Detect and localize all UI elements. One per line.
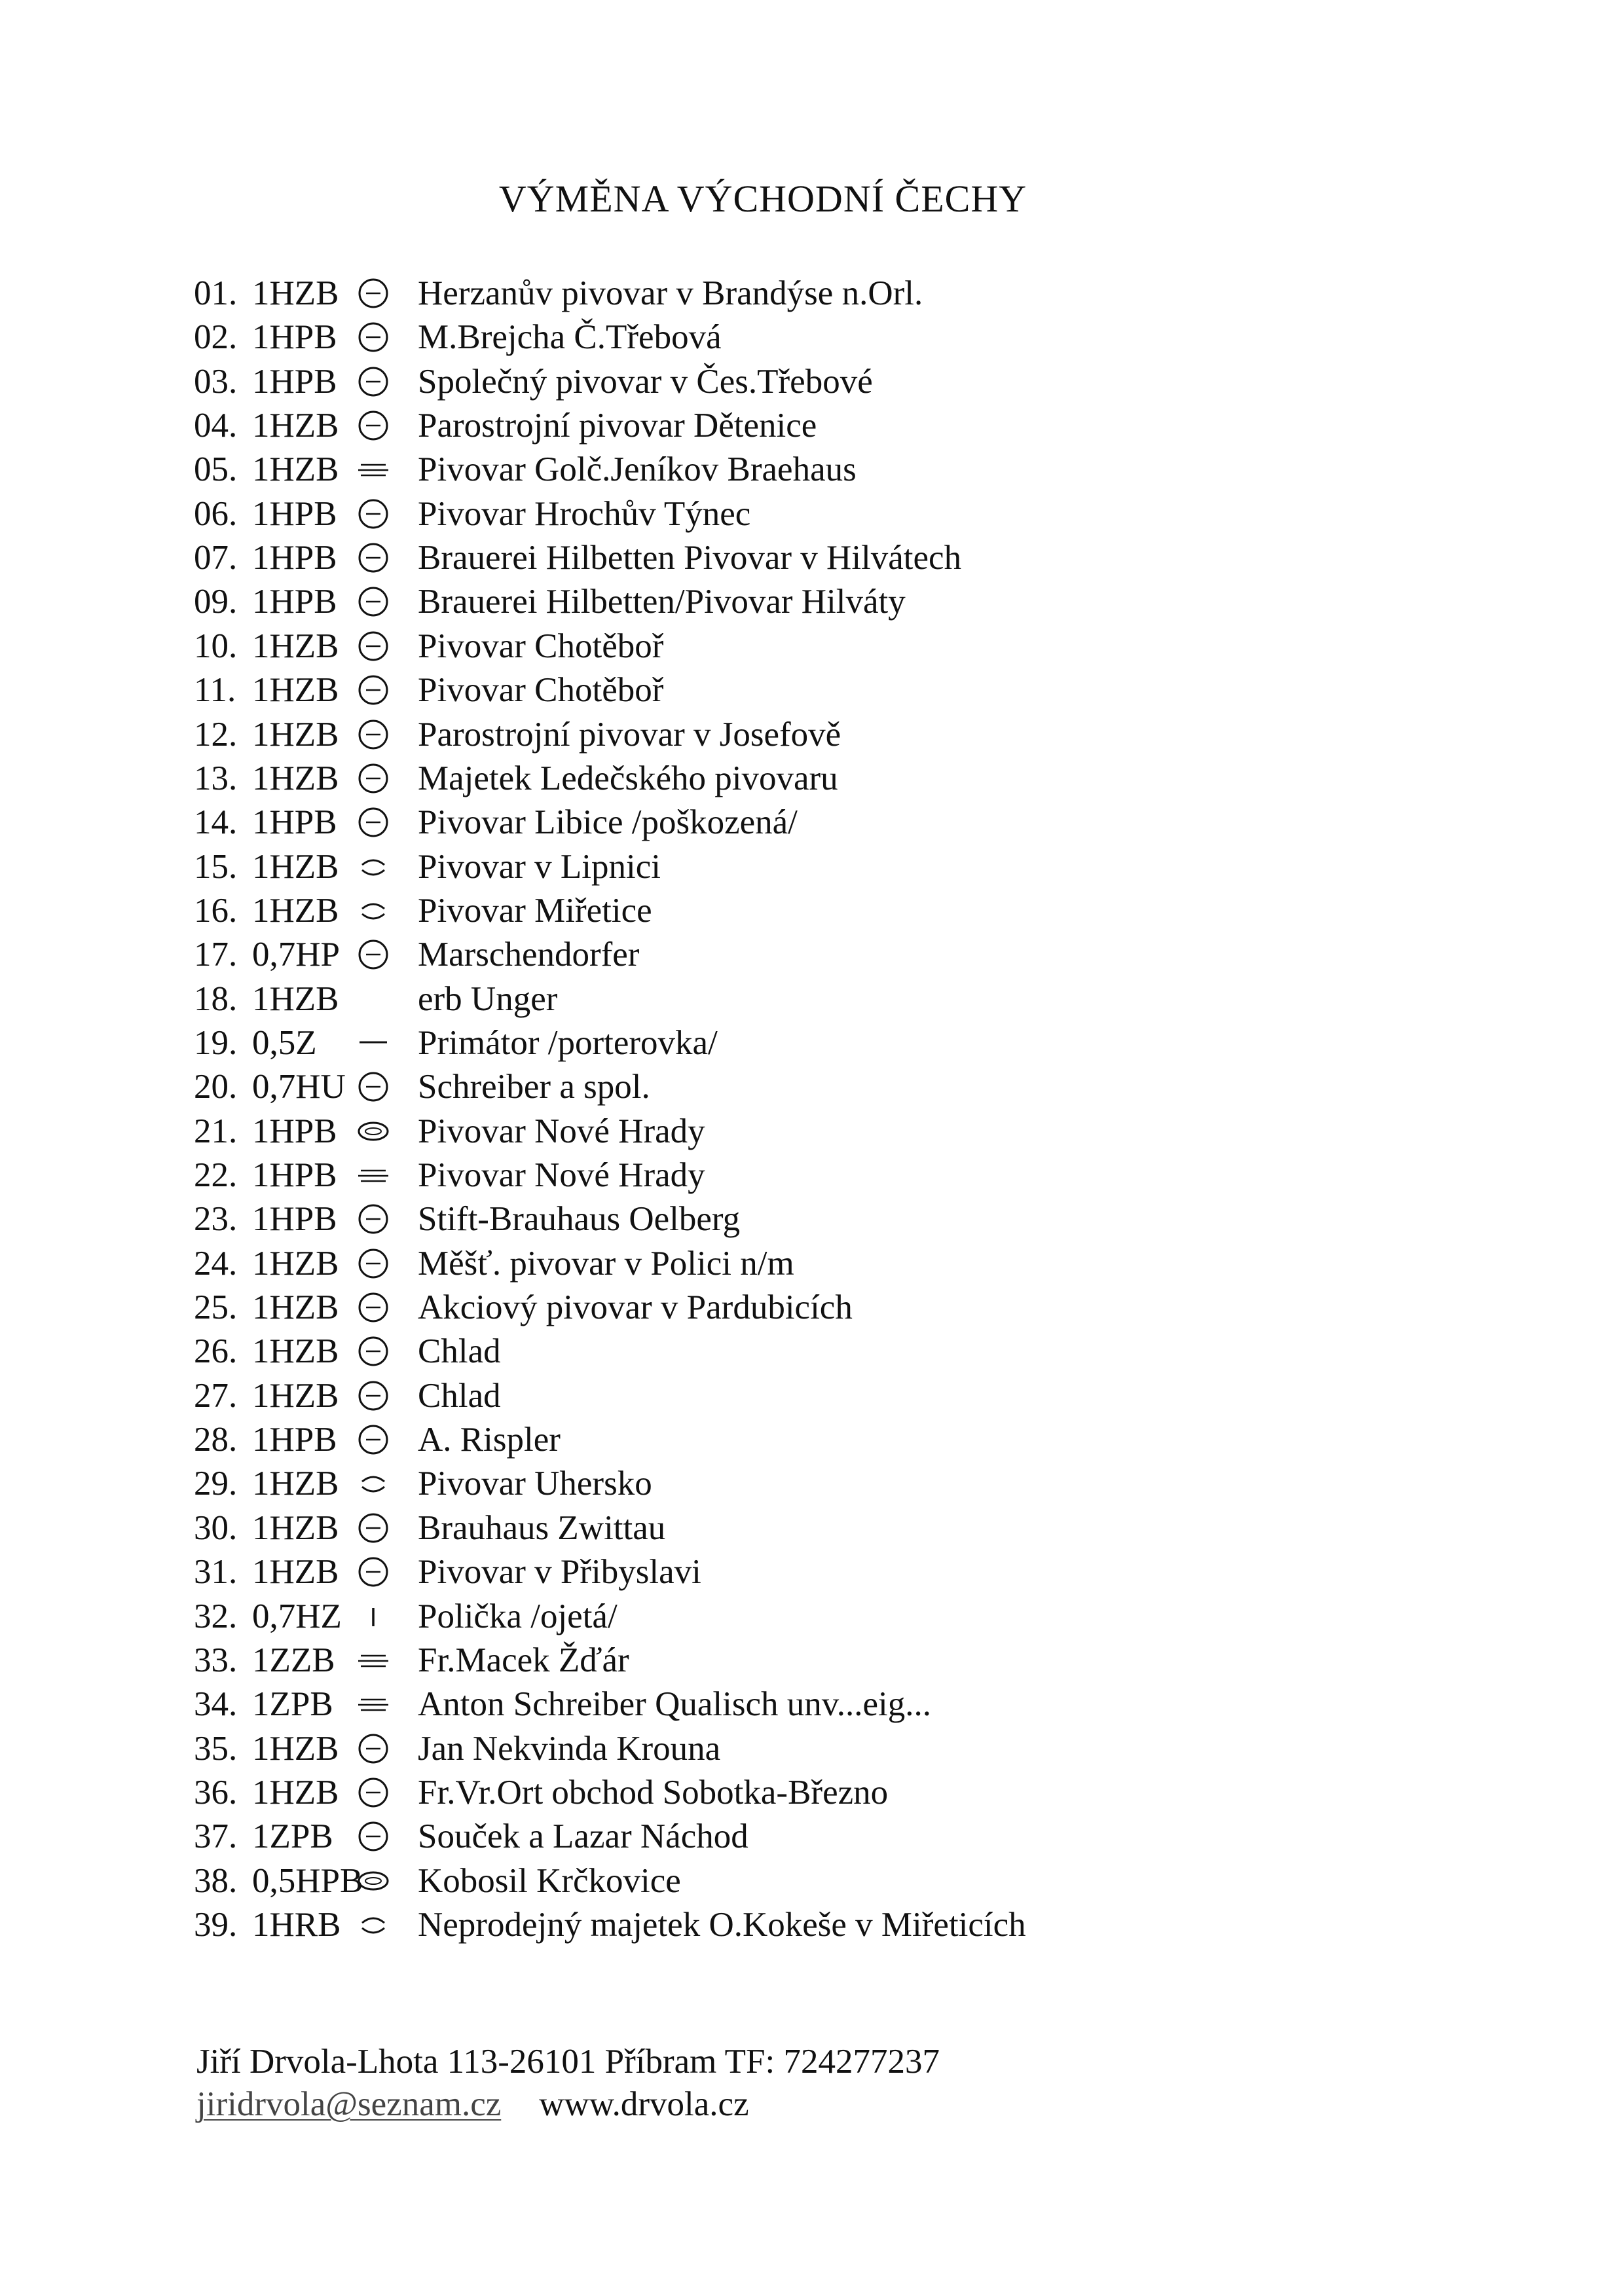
item-number: 05. [194,450,238,489]
item-number: 14. [194,803,238,842]
item-number: 36. [194,1773,238,1812]
item-number: 09. [194,583,238,621]
item-number: 31. [194,1553,238,1592]
item-code: 1HPB [252,1112,337,1150]
item-name: A. Rispler [418,1421,561,1459]
item-code: 0,7HU [252,1068,346,1106]
item-number: 27. [194,1376,238,1415]
item-name: erb Unger [418,979,558,1018]
circle-icon [357,674,390,706]
item-name: Brauerei Hilbetten Pivovar v Hilvátech [418,539,962,577]
item-code: 1HZB [252,847,339,886]
item-code: 1HZB [252,1773,339,1812]
item-code: 1HPB [252,1156,337,1194]
lines-icon [357,1688,390,1721]
item-number: 30. [194,1508,238,1547]
circle-icon [357,321,390,354]
circle-icon [357,1247,390,1280]
item-number: 13. [194,759,238,797]
circle-icon [357,1776,390,1809]
item-number: 10. [194,627,238,665]
item-number: 34. [194,1685,238,1724]
circle-icon [357,806,390,839]
oval-icon [357,1115,390,1148]
item-number: 06. [194,494,238,533]
item-number: 39. [194,1905,238,1944]
circle-icon [357,1291,390,1324]
item-code: 1HZB [252,450,339,489]
arc-icon [357,850,390,883]
item-code: 1HPB [252,494,337,533]
lines-icon [357,453,390,486]
item-code: 1HZB [252,979,339,1018]
item-name: Fr.Vr.Ort obchod Sobotka-Březno [418,1773,889,1812]
circle-icon [357,630,390,663]
item-code: 1HZB [252,891,339,930]
circle-icon [357,1820,390,1853]
circle-icon [357,718,390,751]
item-number: 38. [194,1861,238,1900]
item-name: Polička /ojetá/ [418,1597,618,1635]
circle-icon [357,1203,390,1235]
item-code: 1HZB [252,1729,339,1768]
circle-icon [357,1732,390,1765]
item-number: 29. [194,1465,238,1503]
item-number: 02. [194,318,238,357]
contact-line: Jiří Drvola-Lhota 113-26101 Příbram TF: 724277237 [196,2043,940,2081]
item-name: Schreiber a spol. [418,1068,650,1106]
item-name: Pivovar Miřetice [418,891,652,930]
arc-icon [357,1467,390,1500]
item-number: 04. [194,407,238,445]
circle-icon [357,585,390,618]
item-name: Pivovar Nové Hrady [418,1156,705,1194]
circle-icon [357,1423,390,1456]
item-name: Kobosil Krčkovice [418,1861,681,1900]
item-number: 19. [194,1023,238,1062]
item-name: Chlad [418,1376,501,1415]
item-name: Pivovar Uhersko [418,1465,652,1503]
item-number: 01. [194,274,238,312]
item-code: 1HZB [252,1553,339,1592]
item-number: 24. [194,1244,238,1283]
item-name: Fr.Macek Žďár [418,1641,629,1679]
item-name: Akciový pivovar v Pardubicích [418,1288,853,1327]
item-code: 1HPB [252,539,337,577]
item-code: 1HZB [252,1332,339,1371]
circle-icon [357,1556,390,1588]
item-number: 07. [194,539,238,577]
website-link[interactable]: www.drvola.cz [539,2085,749,2123]
page-title: VÝMĚNA VÝCHODNÍ ČECHY [498,177,1027,220]
item-code: 1HPB [252,1200,337,1239]
item-number: 03. [194,362,238,401]
item-code: 1ZPB [252,1817,333,1856]
item-code: 1HZB [252,671,339,710]
item-number: 25. [194,1288,238,1327]
item-code: 1HZB [252,274,339,312]
item-code: 1HPB [252,583,337,621]
email-link[interactable]: jiridrvola@seznam.cz [196,2085,502,2123]
item-number: 33. [194,1641,238,1679]
item-code: 0,7HZ [252,1597,342,1635]
item-code: 1HZB [252,1465,339,1503]
item-code: 1HPB [252,1421,337,1459]
circle-icon [357,938,390,971]
item-number: 12. [194,715,238,754]
item-code: 1HPB [252,318,337,357]
item-name: Pivovar Nové Hrady [418,1112,705,1150]
item-code: 0,5HPB [252,1861,363,1900]
item-number: 21. [194,1112,238,1150]
circle-icon [357,365,390,398]
item-code: 1HRB [252,1905,341,1944]
item-name: Chlad [418,1332,501,1371]
item-number: 35. [194,1729,238,1768]
circle-icon [357,1512,390,1544]
bar-icon [357,1600,390,1633]
item-code: 1HPB [252,362,337,401]
item-name: Jan Nekvinda Krouna [418,1729,721,1768]
circle-icon [357,762,390,795]
item-name: Marschendorfer [418,936,640,974]
item-number: 18. [194,979,238,1018]
item-name: Primátor /porterovka/ [418,1023,718,1062]
item-number: 17. [194,936,238,974]
item-name: Herzanův pivovar v Brandýse n.Orl. [418,274,923,312]
arc-icon [357,1908,390,1941]
item-name: Brauhaus Zwittau [418,1508,666,1547]
item-code: 1HZB [252,759,339,797]
item-code: 1HZB [252,627,339,665]
item-code: 1ZPB [252,1685,333,1724]
item-number: 22. [194,1156,238,1194]
item-name: Brauerei Hilbetten/Pivovar Hilváty [418,583,906,621]
arc-icon [357,894,390,927]
circle-icon [357,541,390,574]
item-name: Společný pivovar v Čes.Třebové [418,362,873,401]
oval-icon [357,1865,390,1897]
item-name: Pivovar Chotěboř [418,671,664,710]
circle-icon [357,1335,390,1368]
item-name: Pivovar Golč.Jeníkov Braehaus [418,450,857,489]
item-name: M.Brejcha Č.Třebová [418,318,722,357]
item-code: 1HZB [252,715,339,754]
lines-icon [357,1159,390,1192]
item-name: Parostrojní pivovar v Josefově [418,715,841,754]
circle-icon [357,1379,390,1412]
item-name: Pivovar Libice /poškozená/ [418,803,798,842]
item-name: Pivovar Chotěboř [418,627,664,665]
circle-icon [357,1070,390,1103]
circle-icon [357,498,390,530]
item-name: Majetek Ledečského pivovaru [418,759,838,797]
item-code: 1HZB [252,407,339,445]
item-code: 1HZB [252,1376,339,1415]
item-name: Stift-Brauhaus Oelberg [418,1200,741,1239]
item-number: 15. [194,847,238,886]
item-name: Anton Schreiber Qualisch unv...eig... [418,1685,932,1724]
item-name: Pivovar v Přibyslavi [418,1553,701,1592]
item-number: 32. [194,1597,238,1635]
item-code: 0,7HP [252,936,341,974]
item-code: 1HZB [252,1244,339,1283]
item-code: 1ZZB [252,1641,335,1679]
item-number: 37. [194,1817,238,1856]
item-number: 20. [194,1068,238,1106]
item-name: Pivovar Hrochův Týnec [418,494,751,533]
item-code: 0,5Z [252,1023,317,1062]
contact-links [196,2083,749,2126]
item-code: 1HPB [252,803,337,842]
item-name: Měšť. pivovar v Polici n/m [418,1244,794,1283]
item-number: 26. [194,1332,238,1371]
circle-icon [357,277,390,310]
circle-icon [357,409,390,442]
item-name: Parostrojní pivovar Dětenice [418,407,817,445]
item-number: 16. [194,891,238,930]
item-number: 11. [194,671,236,710]
lines-icon [357,1644,390,1677]
dash-icon [357,1027,390,1059]
item-number: 23. [194,1200,238,1239]
item-name: Neprodejný majetek O.Kokeše v Miřeticích [418,1905,1026,1944]
item-code: 1HZB [252,1508,339,1547]
item-name: Souček a Lazar Náchod [418,1817,748,1856]
item-number: 28. [194,1421,238,1459]
item-code: 1HZB [252,1288,339,1327]
item-name: Pivovar v Lipnici [418,847,661,886]
